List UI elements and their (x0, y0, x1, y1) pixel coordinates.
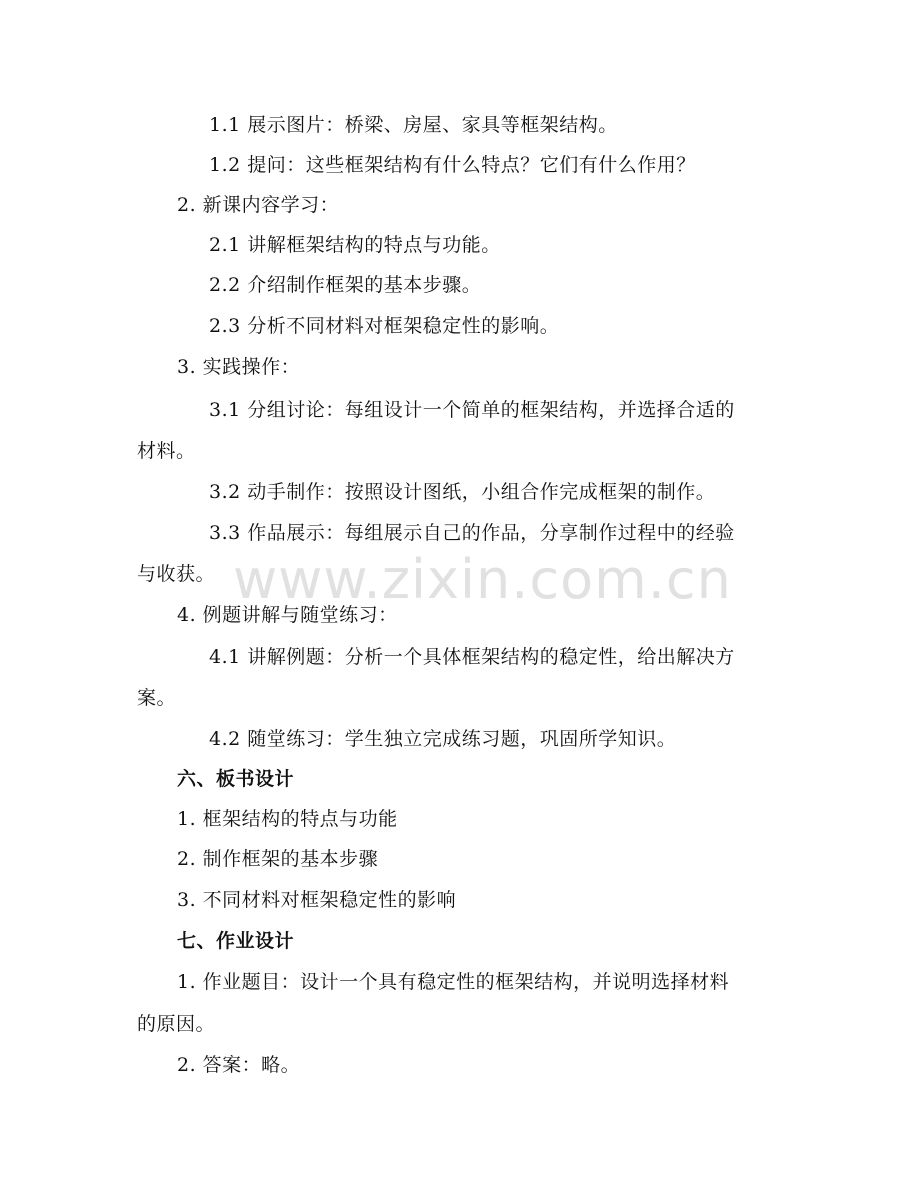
list-item-2: 2. 新课内容学习： (177, 194, 340, 216)
text-line-2-3: 2.3 分析不同材料对框架稳定性的影响。 (209, 315, 560, 337)
board-item-3: 3. 不同材料对框架稳定性的影响 (177, 889, 457, 911)
text-line-3-3-cont: 与收获。 (137, 563, 216, 585)
text-line-3-2: 3.2 动手制作：按照设计图纸，小组合作完成框架的制作。 (209, 481, 716, 503)
text-line-4-1: 4.1 讲解例题：分析一个具体框架结构的稳定性，给出解决方 (209, 646, 735, 668)
text-line-4-2: 4.2 随堂练习：学生独立完成练习题，巩固所学知识。 (209, 728, 677, 750)
text-line-4-1-cont: 案。 (137, 687, 177, 709)
homework-item-2: 2. 答案：略。 (177, 1054, 301, 1076)
text-line-3-1-cont: 材料。 (137, 440, 196, 462)
site-watermark: www.zixin.com.cn (233, 548, 732, 611)
text-line-3-1: 3.1 分组讨论：每组设计一个简单的框架结构，并选择合适的 (209, 399, 735, 421)
homework-item-1: 1. 作业题目：设计一个具有稳定性的框架结构，并说明选择材料 (177, 971, 730, 993)
list-item-4: 4. 例题讲解与随堂练习： (177, 604, 398, 626)
text-line-2-2: 2.2 介绍制作框架的基本步骤。 (209, 274, 482, 296)
board-item-2: 2. 制作框架的基本步骤 (177, 848, 379, 870)
text-line-3-3: 3.3 作品展示：每组展示自己的作品，分享制作过程中的经验 (209, 522, 735, 544)
section-heading-board-design: 六、板书设计 (177, 768, 295, 790)
list-item-3: 3. 实践操作： (177, 356, 301, 378)
text-line-2-1: 2.1 讲解框架结构的特点与功能。 (209, 234, 501, 256)
homework-item-1-cont: 的原因。 (137, 1013, 216, 1035)
section-heading-homework-design: 七、作业设计 (177, 930, 295, 952)
text-line-1-1: 1.1 展示图片：桥梁、房屋、家具等框架结构。 (209, 114, 618, 136)
board-item-1: 1. 框架结构的特点与功能 (177, 808, 398, 830)
text-line-1-2: 1.2 提问：这些框架结构有什么特点？它们有什么作用？ (209, 154, 696, 176)
